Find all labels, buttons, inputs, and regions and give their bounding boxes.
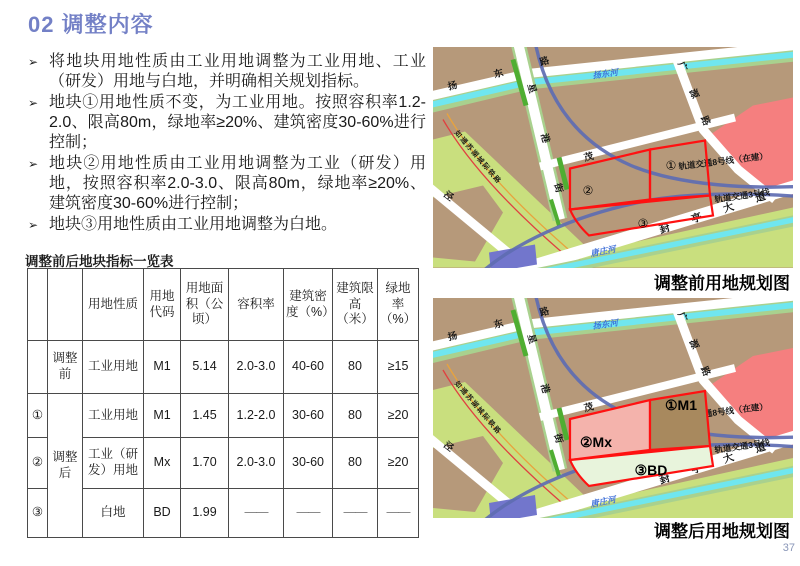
map-before-adjustment <box>433 47 793 268</box>
header-cell: 容积率 <box>229 269 284 341</box>
cell-nature: 工业用地 <box>83 341 144 394</box>
cell-code: BD <box>144 489 181 538</box>
map-after-adjustment <box>433 298 793 518</box>
cell-nature: 白地 <box>83 489 144 538</box>
bullet-item <box>28 52 426 92</box>
cell-density: 30-60 <box>284 394 333 438</box>
cell-area: 1.70 <box>181 438 229 489</box>
cell-height: 80 <box>333 394 378 438</box>
plot-3-label: ③ <box>637 216 649 231</box>
bullet-arrow-icon: ➢ <box>28 218 39 232</box>
cell-density: 40-60 <box>284 341 333 394</box>
cell-far: 2.0-3.0 <box>229 341 284 394</box>
bullet-arrow-icon: ➢ <box>28 55 39 69</box>
cell-green: ≥20 <box>378 394 419 438</box>
cell-height: 80 <box>333 341 378 394</box>
cell-density: —— <box>284 489 333 538</box>
cell-phase: 调整后 <box>48 394 83 538</box>
table-row <box>28 394 419 438</box>
cell-code: M1 <box>144 394 181 438</box>
cell-height: 80 <box>333 438 378 489</box>
cell-height: —— <box>333 489 378 538</box>
bullet-item <box>28 93 426 153</box>
table-row <box>28 438 419 489</box>
bullet-list <box>28 52 426 236</box>
bullet-arrow-icon: ➢ <box>28 96 39 110</box>
cell-nature: 工业（研发）用地 <box>83 438 144 489</box>
header-cell: 建筑密度（%） <box>284 269 333 341</box>
map-after-svg <box>433 298 793 518</box>
header-empty <box>28 269 48 341</box>
cell-area: 1.99 <box>181 489 229 538</box>
plot-2-label: ② <box>582 183 594 198</box>
cell-green: —— <box>378 489 419 538</box>
cell-area: 1.45 <box>181 394 229 438</box>
table-row <box>28 341 419 394</box>
cell-green: ≥20 <box>378 438 419 489</box>
bullet-item <box>28 215 426 235</box>
cell-far: 2.0-3.0 <box>229 438 284 489</box>
cell-green: ≥15 <box>378 341 419 394</box>
bullet-item <box>28 154 426 214</box>
page-number: 37 <box>782 542 795 554</box>
bullet-text: 地块②用地性质由工业用地调整为工业（研发）用地，按照容积率2.0-3.0、限高80m，绿地率≥20%、建筑密度30-60%进行控制； <box>49 155 426 212</box>
map-before-caption: 调整前用地规划图 <box>654 274 790 293</box>
cell-area: 5.14 <box>181 341 229 394</box>
header-cell: 绿地率（%） <box>378 269 419 341</box>
cell-far: —— <box>229 489 284 538</box>
cell-plot: ① <box>28 394 48 438</box>
cell-plot: ③ <box>28 489 48 538</box>
spec-table <box>27 268 419 538</box>
cell-code: M1 <box>144 341 181 394</box>
cell-nature: 工业用地 <box>83 394 144 438</box>
header-cell: 用地面积（公顷） <box>181 269 229 341</box>
bullet-text: 地块①用地性质不变，为工业用地。按照容积率1.2-2.0、限高80m，绿地率≥20%、建筑密度30-60%进行控制； <box>49 94 426 151</box>
cell-phase: 调整前 <box>48 341 83 394</box>
plot-1-label: ① <box>665 158 677 173</box>
map-after-caption: 调整后用地规划图 <box>654 522 790 541</box>
plot-indicator-table <box>27 268 419 538</box>
cell-code: Mx <box>144 438 181 489</box>
header-cell: 建筑限高（米） <box>333 269 378 341</box>
plot-1-label: ①M1 <box>665 397 697 413</box>
table-row <box>28 489 419 538</box>
header-cell: 用地代码 <box>144 269 181 341</box>
bullet-arrow-icon: ➢ <box>28 157 39 171</box>
header-empty <box>48 269 83 341</box>
plot-2-label: ②Mx <box>580 434 612 450</box>
cell-far: 1.2-2.0 <box>229 394 284 438</box>
table-title: 调整前后地块指标一览表 <box>25 254 174 269</box>
plot-3-label: ③BD <box>634 462 668 478</box>
cell-density: 30-60 <box>284 438 333 489</box>
page-title: 02 调整内容 <box>28 12 154 37</box>
cell-plot: ② <box>28 438 48 489</box>
bullet-text: 地块③用地性质由工业用地调整为白地。 <box>49 216 338 233</box>
map-before-svg <box>433 47 793 268</box>
cell-plot <box>28 341 48 394</box>
bullet-text: 将地块用地性质由工业用地调整为工业用地、工业（研发）用地与白地，并明确相关规划指标。 <box>49 53 426 90</box>
header-cell: 用地性质 <box>83 269 144 341</box>
table-header-row <box>28 269 419 341</box>
